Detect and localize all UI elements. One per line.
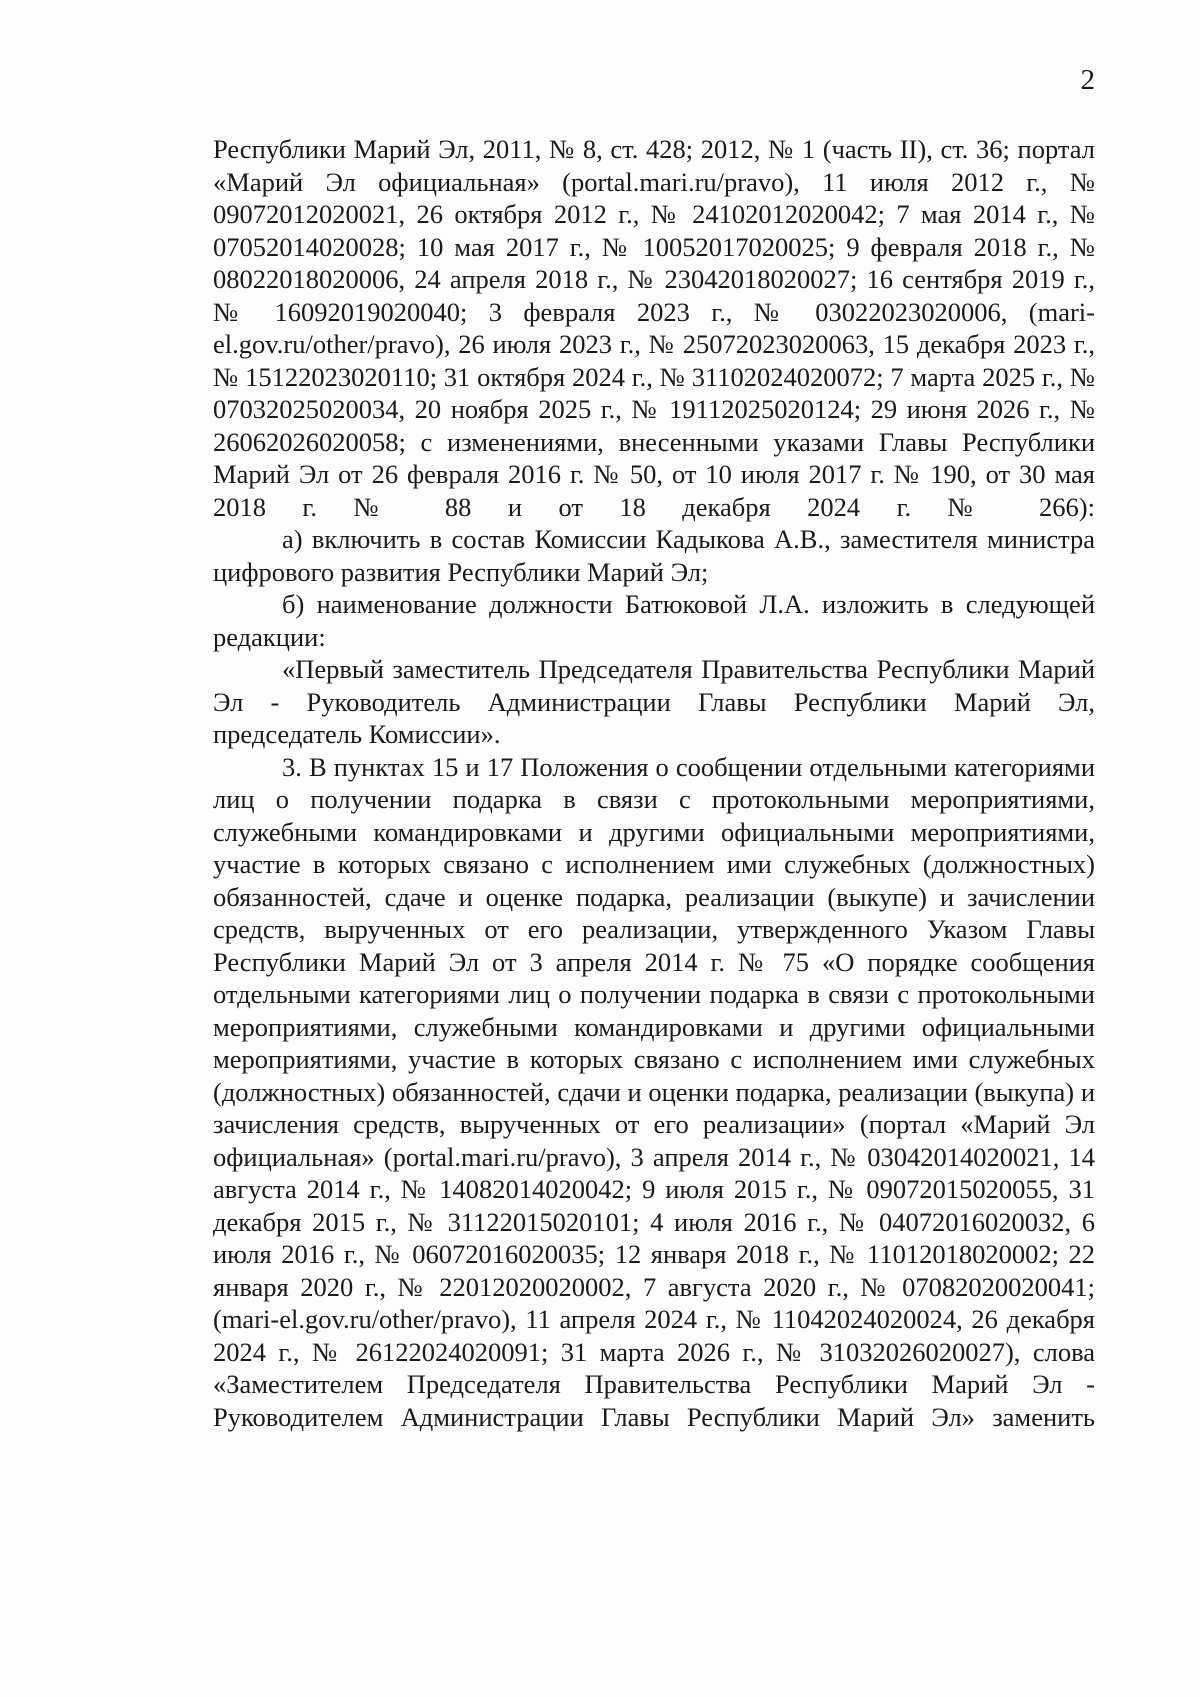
page-number: 2: [1080, 64, 1095, 96]
paragraph-item-3: 3. В пунктах 15 и 17 Положения о сообщении отдельными категориями лиц о получении подарка в связи с протокольными мероприятиями, служебными командировками и другими официальными мероприятиями, участие в которых связано с исполнением ими служебных (должностных) обязанностей, сдаче и оценке подарка, реализации (выкупе) и зачислении средств, вырученных от его реализации, утвержденного Указом Главы Республики Марий Эл от 3 апреля 2014 г. № 75 «О порядке сообщения отдельными категориями лиц о получении подарка в связи с протокольными мероприятиями, служебными командировками и другими официальными мероприятиями, участие в которых связано с исполнением ими служебных (должностных) обязанностей, сдачи и оценки подарка, реализации (выкупа) и зачисления средств, вырученных от его реализации» (портал «Марий Эл официальная» (portal.mari.ru/pravo), 3 апреля 2014 г., № 03042014020021, 14 августа 2014 г., № 14082014020042; 9 июля 2015 г., № 09072015020055, 31 декабря 2015 г., № 31122015020101; 4 июля 2016 г., № 04072016020032, 6 июля 2016 г., № 06072016020035; 12 января 2018 г., № 11012018020002; 22 января 2020 г., № 22012020020002, 7 августа 2020 г., № 07082020020041; (mari-el.gov.ru/other/pravo), 11 апреля 2024 г., № 11042024020024, 26 декабря 2024 г., № 26122024020091; 31 марта 2026 г., № 31032026020027), слова «Заместителем Председателя Правительства Республики Марий Эл - Руководителем Администрации Главы Республики Марий Эл» заменить: [213, 751, 1095, 1432]
paragraph-item-b: б) наименование должности Батюковой Л.А. изложить в следующей редакции:: [213, 589, 1095, 652]
document-body: [213, 133, 1095, 1433]
paragraph-item-a: а) включить в состав Комиссии Кадыкова А.В., заместителя министра цифрового развития Республики Марий Эл;: [213, 524, 1095, 587]
paragraph-new-title-quote: «Первый заместитель Председателя Правительства Республики Марий Эл - Руководитель Администрации Главы Республики Марий Эл, председатель Комиссии».: [213, 654, 1095, 749]
paragraph-legal-references: Республики Марий Эл, 2011, № 8, ст. 428; 2012, № 1 (часть II), ст. 36; портал «Марий Эл официальная» (portal.mari.ru/pravo), 11 июля 2012 г., № 09072012020021, 26 октября 2012 г., № 24102012020042; 7 мая 2014 г., № 07052014020028; 10 мая 2017 г., № 10052017020025; 9 февраля 2018 г., № 08022018020006, 24 апреля 2018 г., № 23042018020027; 16 сентября 2019 г., № 16092019020040; 3 февраля 2023 г., № 03022023020006, (mari-el.gov.ru/other/pravo), 26 июля 2023 г., № 25072023020063, 15 декабря 2023 г., № 15122023020110; 31 октября 2024 г., № 31102024020072; 7 марта 2025 г., № 07032025020034, 20 ноября 2025 г., № 19112025020124; 29 июня 2026 г., № 26062026020058; с изменениями, внесенными указами Главы Республики Марий Эл от 26 февраля 2016 г. № 50, от 10 июля 2017 г. № 190, от 30 мая 2018 г. № 88 и от 18 декабря 2024 г. № 266):: [213, 134, 1095, 522]
